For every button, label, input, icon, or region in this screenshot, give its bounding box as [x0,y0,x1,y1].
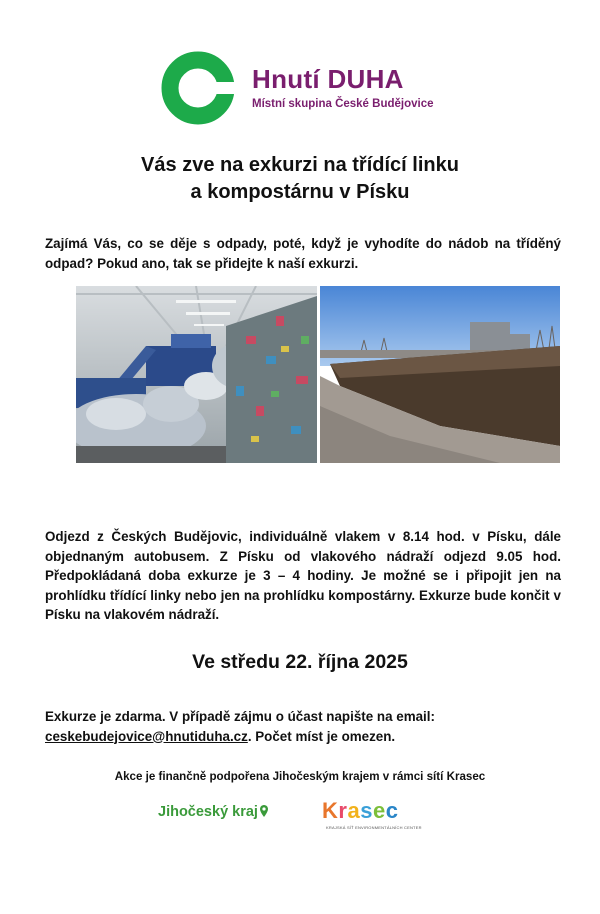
krasec-logo [322,798,422,836]
registration-text: Exkurze je zdarma. V případě zájmu o účast napište na email: [45,709,435,724]
trip-info-paragraph: Odjezd z Českých Budějovic, individuálně vlakem v 8.14 hod. v Písku, dále objednaným autobusem. Z Písku od vlakového nádraží odjezd 9.05 hod. Předpokládaná doba exkurze je 3 – 4 hodiny. Je možné se i připojit jen na prohlídku třídící linky nebo jen na prohlídku kompostárny. Exkurze bude končit v Písku na vlakovém nádraží. [45,529,561,622]
title-line-2: a kompostárnu v Písku [190,181,410,203]
title-line-1: Vás zve na exkurzi na třídící linku [141,154,459,176]
composting-plant-photo [320,286,560,463]
intro-paragraph: Zajímá Vás, co se děje s odpady, poté, když je vyhodíte do nádob na tříděný odpad? Pokud ano, tak se přidejte k naší exkurzi. [45,236,561,271]
logo-name: Hnutí DUHA [252,64,404,94]
event-date: Ve středu 22. října 2025 [192,651,408,673]
email-link[interactable]: ceskebudejovice@hnutiduha.cz [45,728,248,744]
map-pin-icon [260,805,268,817]
krasec-wordmark: Krasec [322,798,399,823]
sorting-line-photo [76,286,317,463]
krasec-tagline: KRAJSKÁ SÍŤ ENVIRONMENTÁLNÍCH CENTER [326,825,422,830]
funding-note: Akce je finančně podpořena Jihočeským krajem v rámci sítí Krasec [114,770,486,783]
hnuti-duha-logo [160,50,440,126]
duha-ring-icon [160,50,238,126]
registration-paragraph [45,707,561,746]
jihocesky-kraj-label: Jihočeský kraj [158,804,258,820]
registration-note: . Počet míst je omezen. [247,728,396,744]
jihocesky-kraj-logo [158,804,268,820]
page-title [0,152,600,206]
logo-subtitle: Místní skupina České Budějovice [252,98,434,110]
